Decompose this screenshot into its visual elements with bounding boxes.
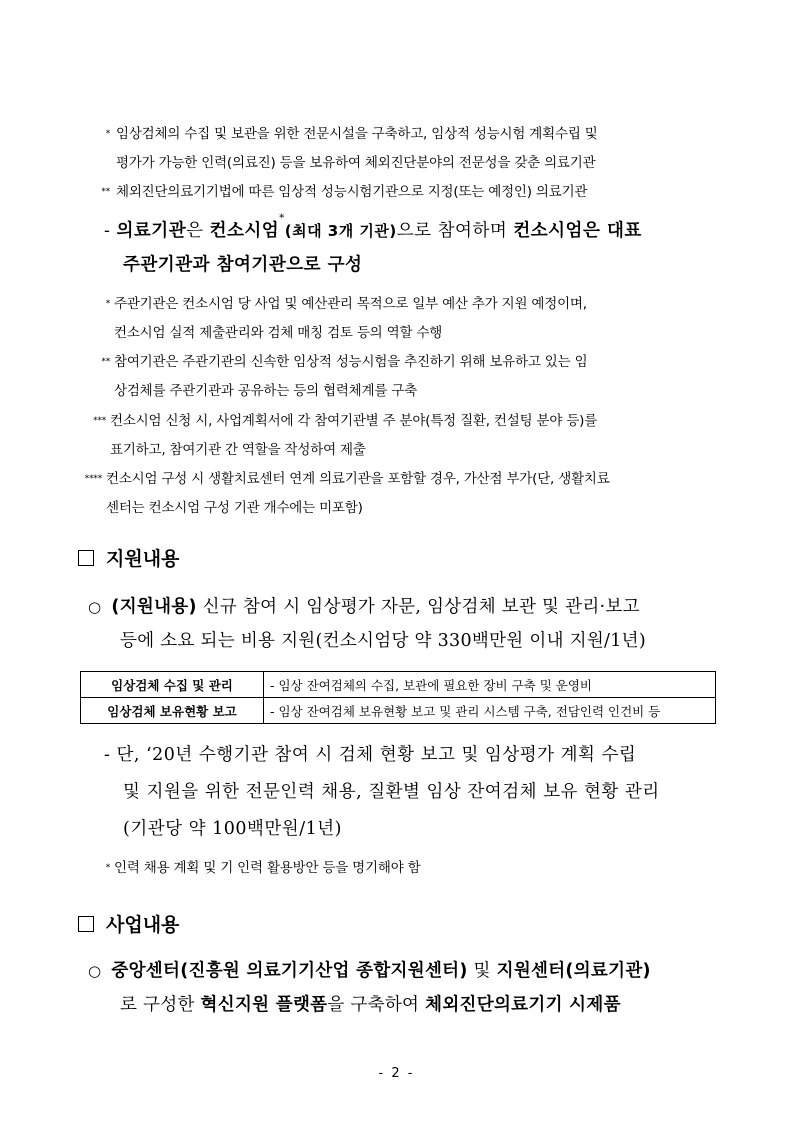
body-text: 은 xyxy=(186,221,210,241)
table-key: 임상검체 수집 및 관리 xyxy=(81,672,264,698)
support-dash-line2 xyxy=(123,775,660,809)
business-item xyxy=(88,954,651,988)
footnote-text: 참여기관은 주관기관의 신속한 임상적 성능시험을 추진하기 위해 보유하고 있는 임 xyxy=(114,354,588,370)
body-text: 신규 참여 시 임상평가 자문, 임상검체 보관 및 관리·보고 xyxy=(196,597,640,617)
table-row xyxy=(81,672,716,698)
footnote-text: 컨소시엄 구성 시 생활치료센터 연계 의료기관을 포함할 경우, 가산점 부가(단, 생활치료 xyxy=(106,471,610,487)
bold-text: 혁신지원 플랫폼 xyxy=(200,995,328,1015)
body-text: 및 지원을 위한 전문인력 채용, 질환별 임상 잔여검체 보유 현황 관리 xyxy=(123,782,660,802)
footnote-text: 임상검체의 수집 및 보관을 위한 전문시설을 구축하고, 임상적 성능시험 계획수립 및 xyxy=(116,126,598,142)
footnote-mark: **** xyxy=(84,474,102,484)
footnote-text: 인력 채용 계획 및 기 인력 활용방안 등을 명기해야 함 xyxy=(114,860,421,876)
table-value: - 임상 잔여검체 보유현황 보고 및 관리 시스템 구축, 전담인력 인건비 등 xyxy=(264,698,716,724)
footnote-mark: * xyxy=(105,129,110,139)
checkbox-square-icon xyxy=(78,916,94,932)
bold-text: 체외진단의료기기 시제품 xyxy=(425,995,621,1015)
section-title: 사업내용 xyxy=(106,914,180,936)
support-dash-paragraph xyxy=(104,738,636,772)
section-heading-support xyxy=(78,544,179,571)
circle-bullet-icon: ○ xyxy=(88,598,102,616)
footnote-mark: * xyxy=(105,299,110,309)
checkbox-square-icon xyxy=(78,550,94,566)
footnote-mark: * xyxy=(105,863,110,873)
section-title: 지원내용 xyxy=(106,548,180,570)
bold-text: (지원내용) xyxy=(111,597,197,617)
footnote-mark: * xyxy=(279,213,285,224)
dash-mark: - xyxy=(104,221,111,241)
support-table xyxy=(80,671,716,724)
body-text: 을 구축하여 xyxy=(327,995,426,1015)
footnote-mark: ** xyxy=(101,187,110,197)
dash-mark: - xyxy=(104,745,111,765)
bold-text: 중앙센터(진흥원 의료기기산업 종합지원센터) xyxy=(111,961,468,981)
business-item-line2 xyxy=(120,988,621,1022)
body-text: (기관당 약 100백만원/1년) xyxy=(123,819,342,839)
footnote-text: 평가가 가능한 인력(의료진) 등을 보유하여 체외진단분야의 전문성을 갖춘 의료기관 xyxy=(116,155,596,171)
support-item-line2 xyxy=(120,624,646,658)
bold-text: 의료기관 xyxy=(116,221,187,241)
footnote-text: 컨소시엄 실적 제출관리와 검체 매칭 검토 등의 역할 수행 xyxy=(114,325,443,341)
support-item xyxy=(88,590,640,624)
section-heading-business xyxy=(78,910,179,937)
footnote-text: 상검체를 주관기관과 공유하는 등의 협력체계를 구축 xyxy=(114,383,417,399)
page-number: - 2 - xyxy=(378,1066,415,1081)
footnote-text: 표기하고, 참여기관 간 역할을 작성하여 제출 xyxy=(110,442,366,458)
body-text: 으로 참여하며 xyxy=(396,221,514,241)
body-text: 로 구성한 xyxy=(120,995,201,1015)
footnote-text: 컨소시엄 신청 시, 사업계획서에 각 참여기관별 주 분야(특정 질환, 컨설팅 분야 등)를 xyxy=(110,413,598,429)
footnote-text: 체외진단의료기기법에 따른 임상적 성능시험기관으로 지정(또는 예정인) 의료기관 xyxy=(116,184,588,200)
table-key: 임상검체 보유현황 보고 xyxy=(81,698,264,724)
consortium-paragraph xyxy=(104,214,642,248)
support-dash-line3 xyxy=(123,812,342,846)
bold-text: 컨소시엄 xyxy=(209,221,280,241)
table-value: - 임상 잔여검체의 수집, 보관에 필요한 장비 구축 및 운영비 xyxy=(264,672,716,698)
bold-text: 지원센터(의료기관) xyxy=(496,961,651,981)
bold-text: 컨소시엄은 대표 xyxy=(513,221,642,241)
body-text: 등에 소요 되는 비용 지원(컨소시엄당 약 330백만원 이내 지원/1년) xyxy=(120,631,647,651)
footnote-text: 주관기관은 컨소시엄 당 사업 및 예산관리 목적으로 일부 예산 추가 지원 예정이며, xyxy=(114,296,587,312)
consortium-paragraph-line2 xyxy=(123,248,362,282)
bold-text: (최대 3개 기관) xyxy=(284,222,397,240)
body-text: 및 xyxy=(467,961,497,981)
bold-text: 주관기관과 참여기관으로 구성 xyxy=(123,255,363,275)
footnote-mark: ** xyxy=(101,357,110,367)
footnote-mark: *** xyxy=(93,416,106,426)
footnote-text: 센터는 컨소시엄 구성 기관 개수에는 미포함) xyxy=(106,500,363,516)
body-text: 단, ‘20년 수행기관 참여 시 검체 현황 보고 및 임상평가 계획 수립 xyxy=(116,745,637,765)
table-row xyxy=(81,698,716,724)
circle-bullet-icon: ○ xyxy=(88,962,102,980)
